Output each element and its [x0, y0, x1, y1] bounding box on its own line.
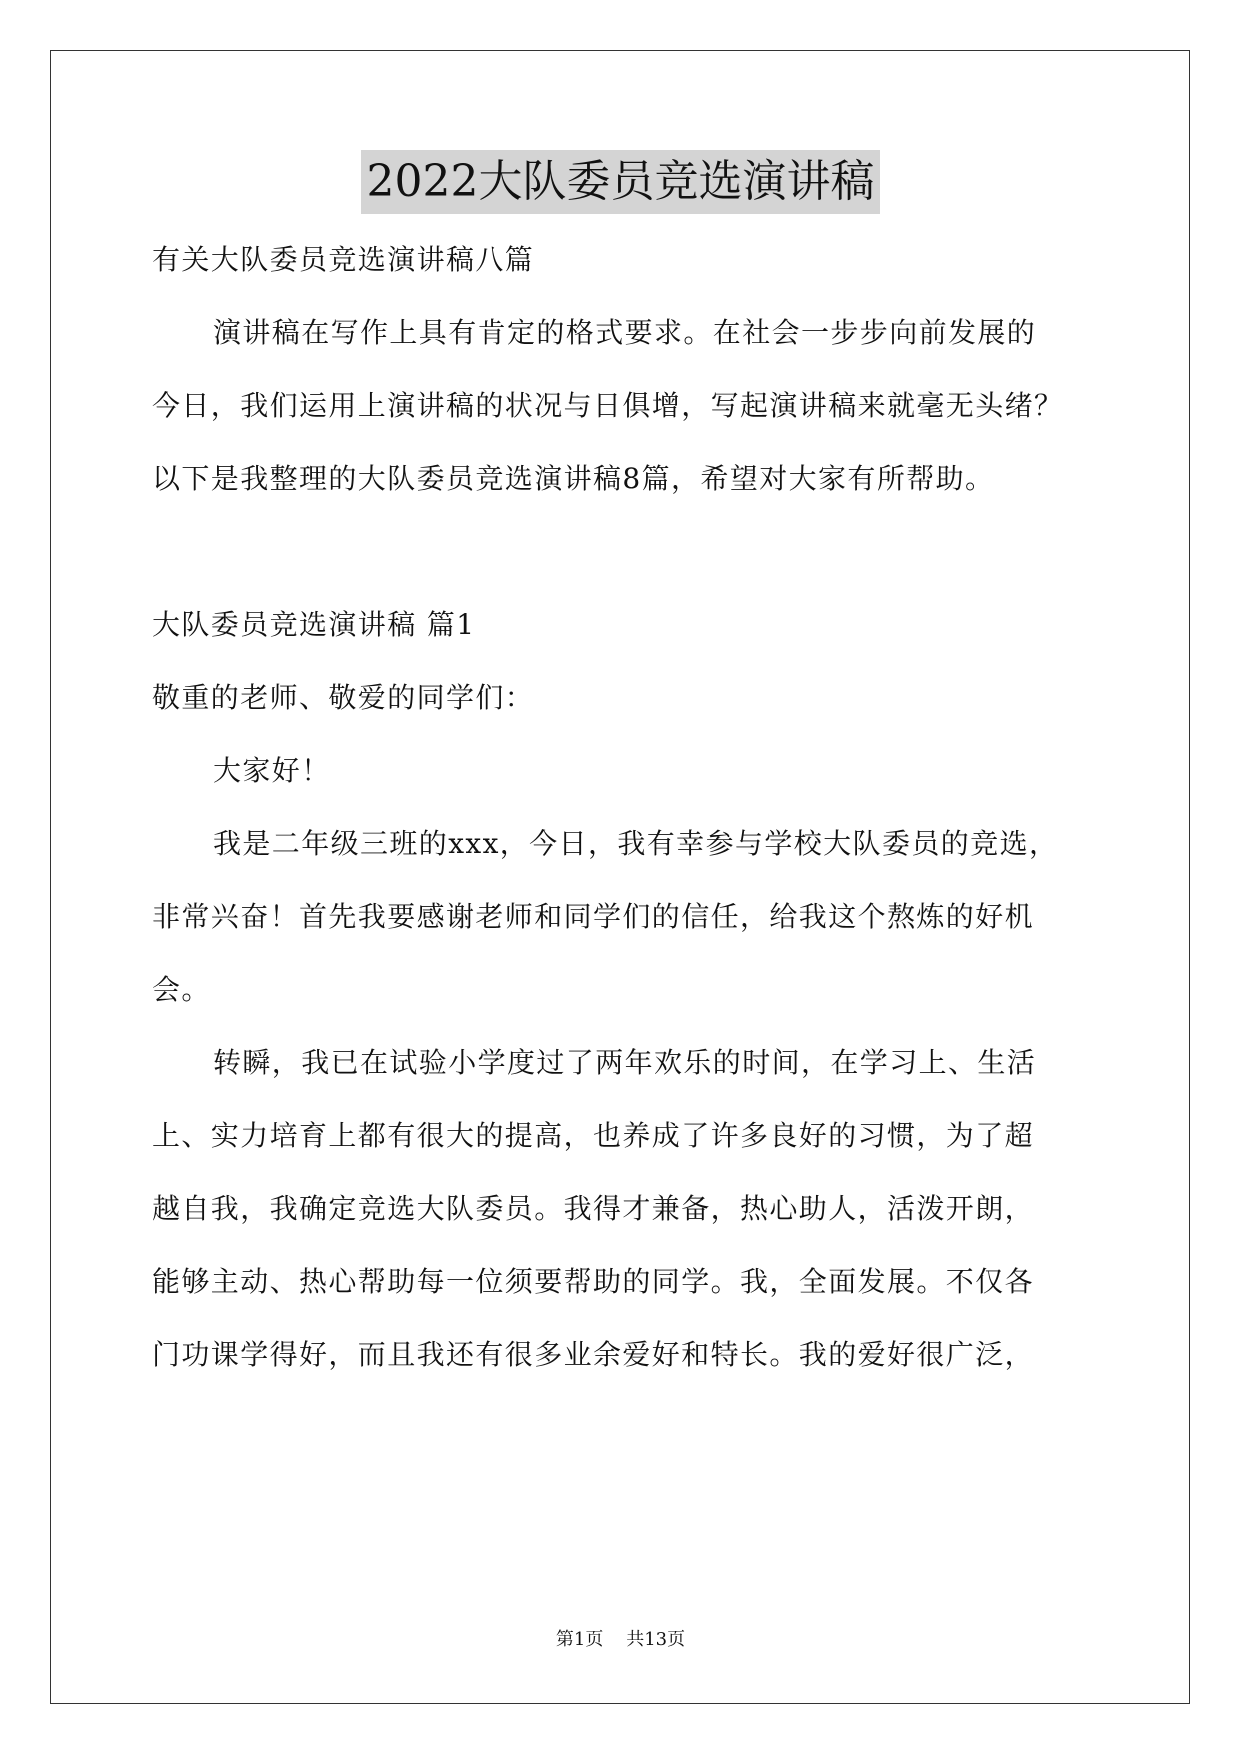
title-container — [0, 150, 1241, 214]
paragraph-line: 上、实力培育上都有很大的提高，也养成了许多良好的习惯，为了超 — [152, 1119, 1035, 1152]
paragraph-line: 能够主动、热心帮助每一位须要帮助的同学。我，全面发展。不仅各 — [152, 1265, 1035, 1298]
intro-line: 演讲稿在写作上具有肯定的格式要求。在社会一步步向前发展的 — [213, 316, 1037, 349]
paragraph-line: 转瞬，我已在试验小学度过了两年欢乐的时间，在学习上、生活 — [213, 1046, 1037, 1079]
section-heading: 大队委员竞选演讲稿 篇1 — [152, 608, 476, 641]
document-title: 2022大队委员竞选演讲稿 — [361, 150, 881, 214]
paragraph-line: 我是二年级三班的xxx，今日，我有幸参与学校大队委员的竞选， — [213, 827, 1059, 860]
document-subtitle: 有关大队委员竞选演讲稿八篇 — [152, 243, 535, 276]
paragraph-line: 非常兴奋！首先我要感谢老师和同学们的信任，给我这个熬炼的好机 — [152, 900, 1035, 933]
salutation: 敬重的老师、敬爱的同学们： — [152, 681, 535, 714]
intro-line: 今日，我们运用上演讲稿的状况与日俱增，写起演讲稿来就毫无头绪？ — [152, 389, 1064, 422]
intro-line: 以下是我整理的大队委员竞选演讲稿8篇，希望对大家有所帮助。 — [152, 462, 995, 495]
paragraph-line: 门功课学得好，而且我还有很多业余爱好和特长。我的爱好很广泛， — [152, 1338, 1035, 1371]
greeting: 大家好！ — [213, 754, 331, 787]
page-border — [50, 50, 1190, 1704]
page-number-footer: 第1页 共13页 — [555, 1629, 686, 1650]
paragraph-line: 越自我，我确定竞选大队委员。我得才兼备，热心助人，活泼开朗， — [152, 1192, 1035, 1225]
paragraph-line: 会。 — [152, 973, 211, 1006]
